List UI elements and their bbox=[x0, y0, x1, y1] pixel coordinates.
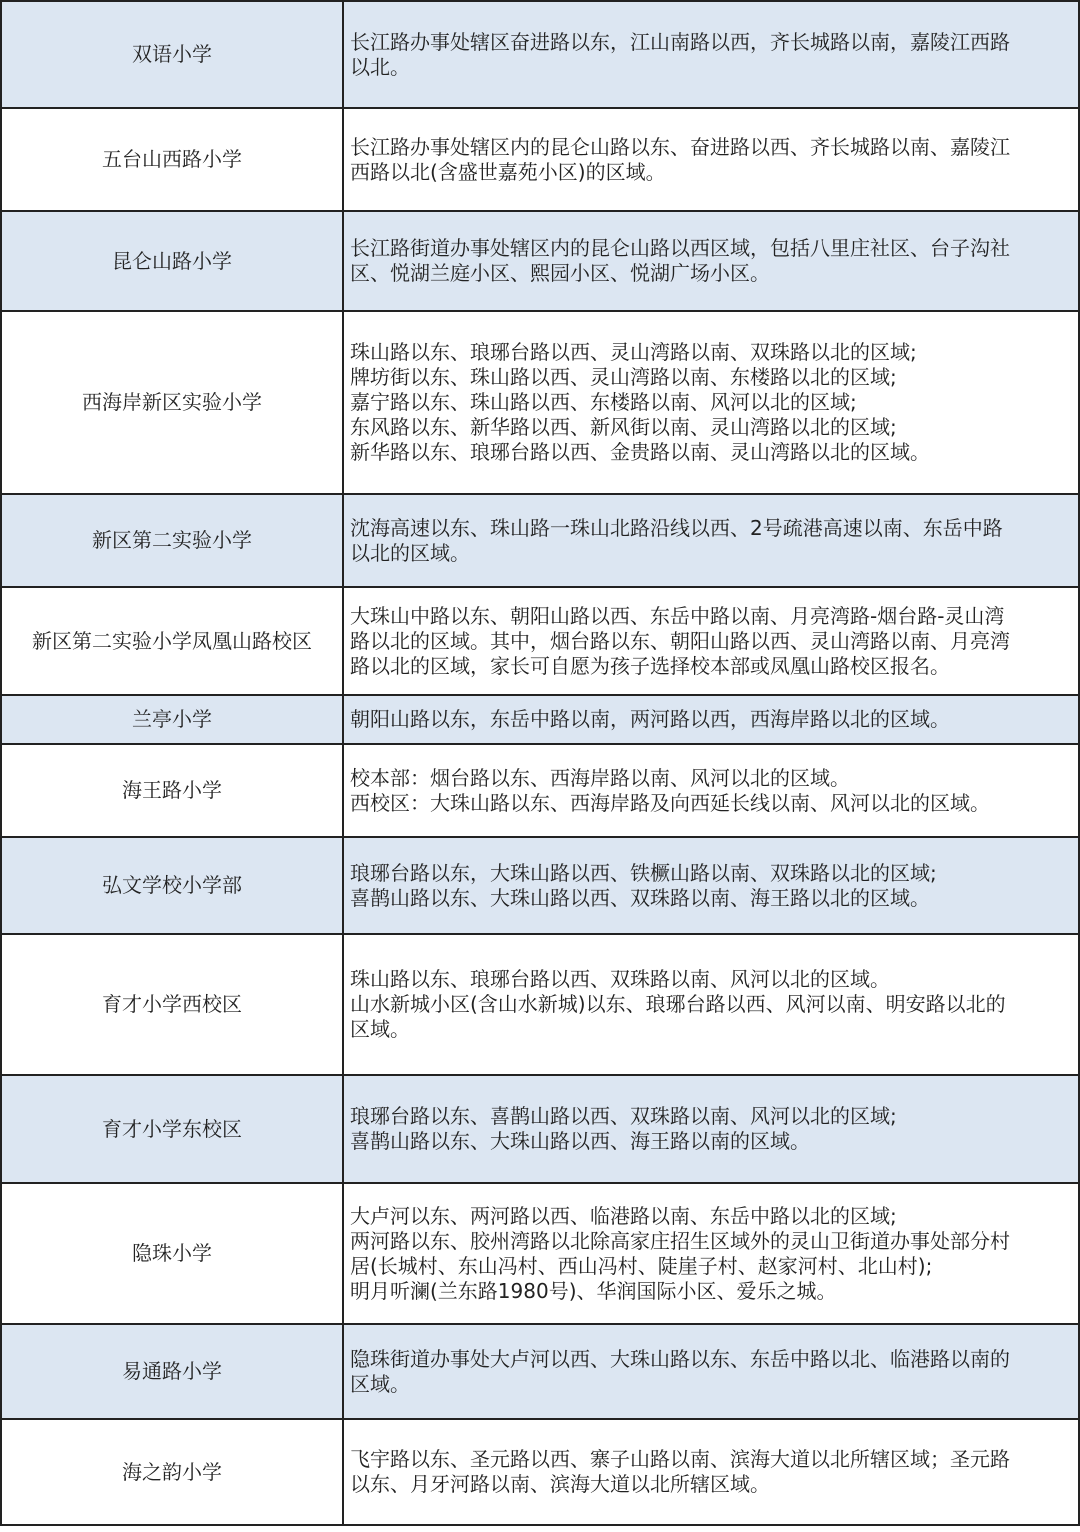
table-row bbox=[1, 1, 1079, 108]
school-name: 新区第二实验小学凤凰山路校区 bbox=[1, 587, 343, 695]
school-name: 育才小学东校区 bbox=[1, 1075, 343, 1183]
school-name: 兰亭小学 bbox=[1, 695, 343, 744]
table-row bbox=[1, 934, 1079, 1075]
district-area: 大卢河以东、两河路以西、临港路以南、东岳中路以北的区域; 两河路以东、胶州湾路以北除高家庄招生区域外的灵山卫街道办事处部分村 居(长城村、东山冯村、西山冯村、陡崖子村、赵家河村、北山村); 明月听澜(兰东路1980号)、华润国际小区、爱乐之城。 bbox=[343, 1183, 1079, 1324]
school-name: 五台山西路小学 bbox=[1, 108, 343, 211]
district-area: 琅琊台路以东，大珠山路以西、铁橛山路以南、双珠路以北的区域; 喜鹊山路以东、大珠山路以西、双珠路以南、海王路以北的区域。 bbox=[343, 837, 1079, 934]
table-row bbox=[1, 1075, 1079, 1183]
district-area: 大珠山中路以东、朝阳山路以西、东岳中路以南、月亮湾路-烟台路-灵山湾 路以北的区域。其中，烟台路以东、朝阳山路以西、灵山湾路以南、月亮湾 路以北的区域，家长可自愿为孩子选择校本部或凤凰山路校区报名。 bbox=[343, 587, 1079, 695]
school-name: 双语小学 bbox=[1, 1, 343, 108]
district-area: 朝阳山路以东，东岳中路以南，两河路以西，西海岸路以北的区域。 bbox=[343, 695, 1079, 744]
table-row bbox=[1, 1183, 1079, 1324]
district-area: 长江路街道办事处辖区内的昆仑山路以西区域，包括八里庄社区、台子沟社 区、悦湖兰庭小区、熙园小区、悦湖广场小区。 bbox=[343, 211, 1079, 311]
table-row bbox=[1, 744, 1079, 837]
school-name: 海王路小学 bbox=[1, 744, 343, 837]
school-name: 弘文学校小学部 bbox=[1, 837, 343, 934]
district-area: 隐珠街道办事处大卢河以西、大珠山路以东、东岳中路以北、临港路以南的 区域。 bbox=[343, 1324, 1079, 1419]
table-row bbox=[1, 311, 1079, 494]
school-name: 易通路小学 bbox=[1, 1324, 343, 1419]
table-row bbox=[1, 1324, 1079, 1419]
school-name: 昆仑山路小学 bbox=[1, 211, 343, 311]
district-area: 琅琊台路以东、喜鹊山路以西、双珠路以南、风河以北的区域; 喜鹊山路以东、大珠山路以西、海王路以南的区域。 bbox=[343, 1075, 1079, 1183]
district-area: 珠山路以东、琅琊台路以西、灵山湾路以南、双珠路以北的区域; 牌坊街以东、珠山路以西、灵山湾路以南、东楼路以北的区域; 嘉宁路以东、珠山路以西、东楼路以南、风河以北的区域; 东风路以东、新华路以西、新风街以南、灵山湾路以北的区域; 新华路以东、琅琊台路以西、金贵路以南、灵山湾路以北的区域。 bbox=[343, 311, 1079, 494]
school-name: 西海岸新区实验小学 bbox=[1, 311, 343, 494]
district-area: 校本部：烟台路以东、西海岸路以南、风河以北的区域。 西校区：大珠山路以东、西海岸路及向西延长线以南、风河以北的区域。 bbox=[343, 744, 1079, 837]
school-name: 隐珠小学 bbox=[1, 1183, 343, 1324]
school-name: 海之韵小学 bbox=[1, 1419, 343, 1525]
district-area: 沈海高速以东、珠山路一珠山北路沿线以西、2号疏港高速以南、东岳中路 以北的区域。 bbox=[343, 494, 1079, 587]
table-row bbox=[1, 837, 1079, 934]
table-row bbox=[1, 494, 1079, 587]
district-area: 飞宇路以东、圣元路以西、寨子山路以南、滨海大道以北所辖区域；圣元路 以东、月牙河路以南、滨海大道以北所辖区域。 bbox=[343, 1419, 1079, 1525]
district-area: 珠山路以东、琅琊台路以西、双珠路以南、风河以北的区域。 山水新城小区(含山水新城)以东、琅琊台路以西、风河以南、明安路以北的 区域。 bbox=[343, 934, 1079, 1075]
table-row bbox=[1, 211, 1079, 311]
district-area: 长江路办事处辖区内的昆仑山路以东、奋进路以西、齐长城路以南、嘉陵江 西路以北(含盛世嘉苑小区)的区域。 bbox=[343, 108, 1079, 211]
table-row bbox=[1, 587, 1079, 695]
table-row bbox=[1, 108, 1079, 211]
school-name: 育才小学西校区 bbox=[1, 934, 343, 1075]
table-row bbox=[1, 1419, 1079, 1525]
table-row bbox=[1, 695, 1079, 744]
school-name: 新区第二实验小学 bbox=[1, 494, 343, 587]
district-area: 长江路办事处辖区奋进路以东，江山南路以西，齐长城路以南，嘉陵江西路 以北。 bbox=[343, 1, 1079, 108]
